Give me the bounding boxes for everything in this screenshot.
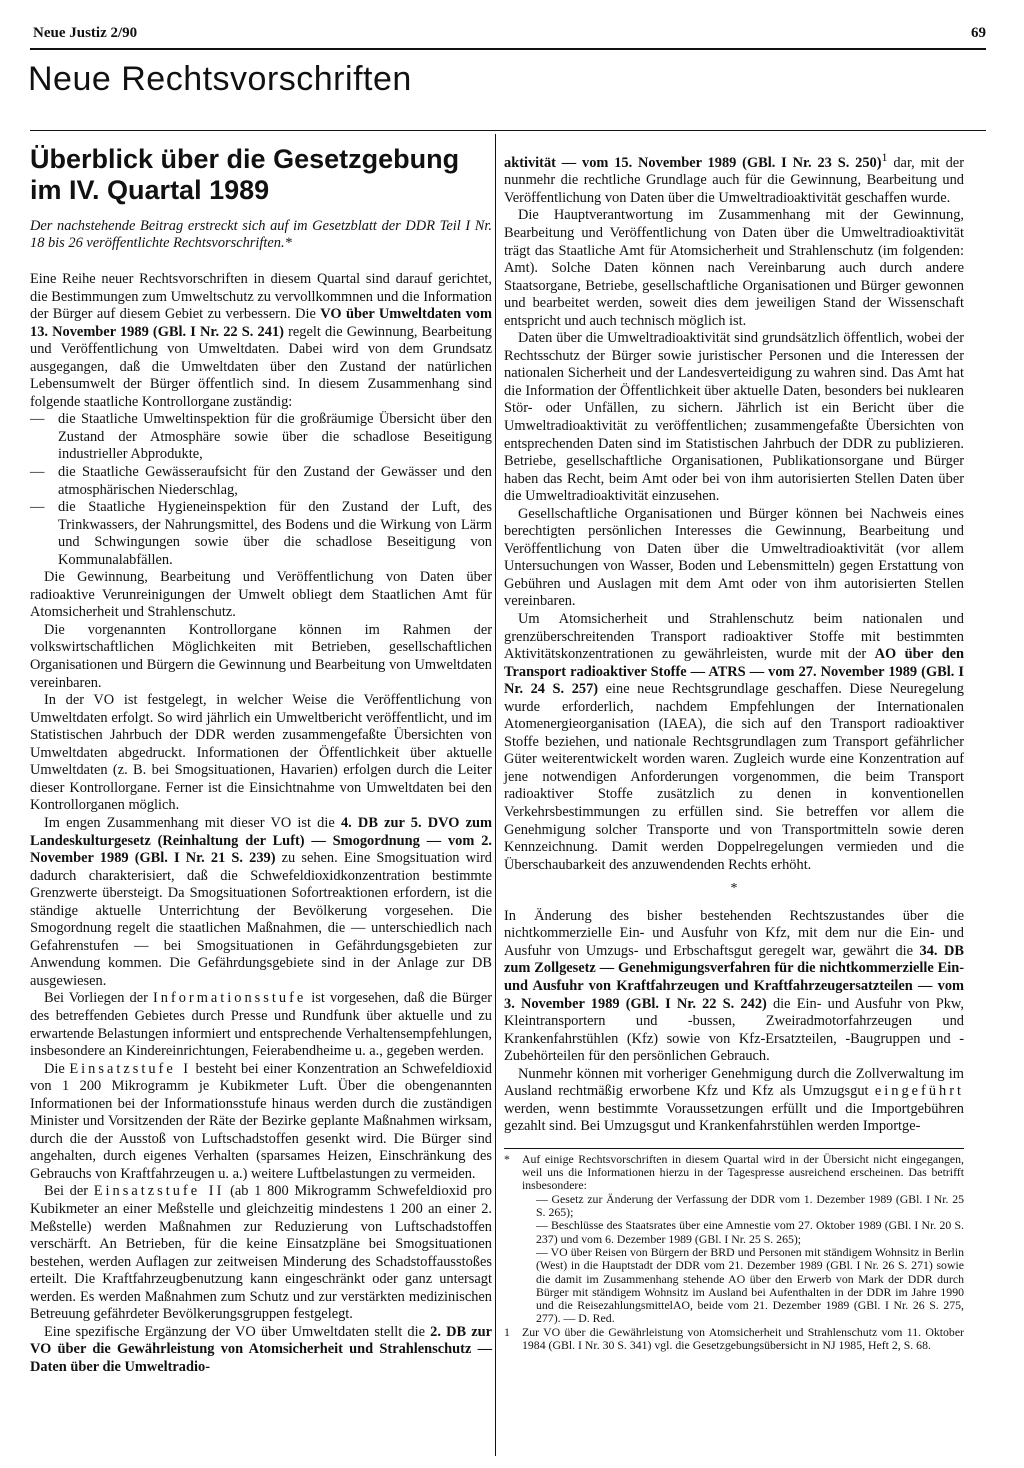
law-reference: 4. DB zur 5. DVO zum Landeskulturgesetz (Reinhaltung der Luft) — Smogordnung — vom 2. November 1989 (GBl. I Nr. 21 S. 239) <box>30 814 493 867</box>
paragraph: Eine spezifische Ergänzung der VO über Umweltdaten stellt die 2. DB zur VO über die Gewährleistung von Atomsicherheit und Strahlenschutz — Daten über die Umweltradio- <box>30 1323 492 1375</box>
paragraph: Daten über die Umweltradioaktivität sind grundsätzlich öffentlich, wobei der Rechtsschutz der Bürger sowie juristischer Personen und die Interessen der nationalen Sicherheit und der Landesverteidigung zu wahren sind. Das Amt hat die Information der Öffentlichkeit über aktuelle Daten, besonders bei nuklearen Stör- oder Unfällen, zu sichern. Jährlich ist ein Bericht über die Umweltradioaktivität zu veröffentlichen; zusammengefaßte Übersichten von entsprechenden Daten sind im Statistischen Jahrbuch der DDR zu publizieren. Betriebe, gesellschaftliche Organisationen, Publikationsorgane und Bürger haben das Recht, beim Amt oder bei von ihm autorisierten Stellen Daten über die Umweltradioaktivität einzusehen. <box>504 330 964 505</box>
right-column <box>504 149 964 1352</box>
spaced-term: eingeführt <box>874 1083 964 1100</box>
list-item: — die Staatliche Hygieneinspektion für den Zustand der Luft, des Trinkwassers, der Nahrungsmittel, des Bodens und die Wirkung von Lärm und Schwingungen sowie über die schadlose Beseitigung von Kommunalabfällen. <box>30 499 492 569</box>
law-reference: 2. DB zur VO über die Gewährleistung von Atomsicherheit und Strahlenschutz — Daten über die Umweltradio- <box>30 1323 492 1375</box>
article-title: Überblick über die Gesetzgebung im IV. Quartal 1989 <box>30 144 460 205</box>
law-reference: 34. DB zum Zollgesetz — Genehmigungsverfahren für die nichtkommerzielle Ein- und Ausfuhr von Kraftfahrzeugen und Kraftfahrzeugersatzteilen — vom 3. November 1989 (GBl. I Nr. 22 S. 242) <box>504 942 965 1012</box>
spaced-term: Informationsstufe <box>152 990 307 1007</box>
list-item: — die Staatliche Umweltinspektion für die großräumige Übersicht über den Zustand der Atmosphäre sowie über die schadlose Beseitigung industrieller Abprodukte, <box>30 411 492 464</box>
paragraph: Gesellschaftliche Organisationen und Bürger können bei Nachweis eines berechtigten persönlichen Interesses die Gewinnung, Bearbeitung und Veröffentlichung von Daten über die Umweltradioaktivität (vor allem Untersuchungen von Wasser, Boden und Lebensmitteln) gegen Erstattung von Gebühren und Auslagen mit dem Amt oder von ihm autorisierten Stellen vereinbaren. <box>504 505 964 610</box>
section-title: Neue Rechtsvorschriften <box>28 60 412 98</box>
footnote-text: Auf einige Rechtsvorschriften in diesem Quartal wird in der Übersicht nicht eingegangen, weil uns die Informationen hierzu in der Tagespresse ausreichend erscheinen. Das betrifft insbesondere: <box>522 1151 964 1193</box>
paragraph: Nunmehr können mit vorheriger Genehmigung durch die Zollverwaltung im Ausland rechtmäßig erworbene Kfz und Kfz als Umzugsgut eingeführt werden, wenn bestimmte Voraussetzungen erfüllt und die Importgebühren gezahlt sind. Bei Umzugsgut und Krankenfahrstühlen werden Importge- <box>504 1065 964 1135</box>
law-reference: aktivität — vom 15. November 1989 (GBl. I Nr. 23 S. 250) <box>504 154 882 171</box>
footnote-item: — Gesetz zur Änderung der Verfassung der DDR vom 1. Dezember 1989 (GBl. I Nr. 25 S. 265); <box>536 1191 964 1220</box>
law-reference: VO über Umweltdaten vom 13. November 1989 (GBl. I Nr. 22 S. 241) <box>30 306 492 340</box>
article-intro: Der nachstehende Beitrag erstreckt sich auf im Gesetzblatt der DDR Teil I Nr. 18 bis 26 veröffentlichte Rechtsvorschriften.* <box>30 218 492 251</box>
footnote-star <box>504 1153 964 1326</box>
footnote-1 <box>504 1326 964 1353</box>
paragraph: Bei der Einsatzstufe II (ab 1 800 Mikrogramm Schwefeldioxid pro Kubikmeter an einer Meßstelle und gleichzeitig mindestens 1 200 an einer 2. Meßstelle) werden Maßnahmen zur Reduzierung von Luftschadstoffen verschärft. An Betrieben, für die keine Einsatzpläne bei Smogsituationen bestehen, werden Auflagen zur zeitweisen Minderung des Schadstoffausstoßes erteilt. Die Kraftfahrzeugbenutzung kann eingeschränkt oder ganz untersagt werden. Es werden Maßnahmen zum Schutz und zur verstärkten medizinischen Betreuung gefährdeter Bevölkerungsgruppen festgelegt. <box>30 1183 492 1323</box>
paragraph: In der VO ist festgelegt, in welcher Weise die Veröffentlichung von Umweltdaten erfolgt. So wird jährlich ein Umweltbericht veröffentlicht, und im Statistischen Jahrbuch der DDR werden zusammengefaßte Übersichten von Umweltdaten abgedruckt. Informationen der Öffentlichkeit über aktuelle Umweltdaten (z. B. bei Smogsituationen, Havarien) erfolgen durch die Leiter dieser Kontrollorgane. Ferner ist die Einsichtnahme von Umweltdaten bei den Kontrollorganen möglich. <box>30 692 492 814</box>
section-rule <box>30 130 986 131</box>
section-separator: * <box>730 881 738 897</box>
paragraph: Die Gewinnung, Bearbeitung und Veröffentlichung von Daten über radioaktive Verunreinigungen der Umwelt obliegt dem Staatlichen Amt für Atomsicherheit und Strahlenschutz. <box>30 569 492 621</box>
paragraph: Die Einsatzstufe I besteht bei einer Konzentration an Schwefeldioxid von 1 200 Mikrogramm je Kubikmeter Luft. Über die obengenannten Informationen bei der Informationsstufe hinaus werden durch die zuständigen Minister und Vorsitzenden der Räte der Bezirke geplante Maßnahmen wirksam, durch die der Ausstoß von Luftschadstoffen gesenkt wird. Die Bürger sind angehalten, durch eigenes Verhalten (sparsames Heizen, Einschränkung des Gebrauchs von Kraftfahrzeugen u. a.) weitere Luftbelastungen zu vermeiden. <box>30 1060 492 1182</box>
page-number: 69 <box>971 25 986 41</box>
footnote-item: — Beschlüsse des Staatsrates über eine Amnestie vom 27. Oktober 1989 (GBl. I Nr. 20 S. 237) und vom 6. Dezember 1989 (GBl. I Nr. 25 S. 265); <box>536 1218 964 1246</box>
footnote-item: — VO über Reisen von Bürgern der BRD und Personen mit ständigem Wohnsitz in Berlin (West) in die Hauptstadt der DDR vom 21. Dezember 1989 (GBl. I Nr. 26 S. 271) sowie die damit im Zusammenhang stehende AO über den Erwerb von Mark der DDR durch Bürger mit ständigem Wohnsitz im Ausland bei Aufenthalten in der DDR im Jahre 1990 und die ReisezahlungsmittelAO, beide vom 21. Dezember 1989 (GBl. I Nr. 26 S. 275, 277). — D. Red. <box>536 1244 964 1326</box>
paragraph: Die Hauptverantwortung im Zusammenhang mit der Gewinnung, Bearbeitung und Veröffentlichung von Daten über die Umweltradioaktivität trägt das Staatliche Amt für Atomsicherheit und Strahlenschutz (im folgenden: Amt). Solche Daten können nach Vereinbarung auch durch andere Staatsorgane, Betriebe, gesellschaftliche Organisationen und Bürger gewonnen und bearbeitet werden, soweit dies dem jeweiligen Stand der Wissenschaft entspricht und auch technisch möglich ist. <box>504 207 964 329</box>
journal-issue: Neue Justiz 2/90 <box>33 25 138 41</box>
footnote-text: Zur VO über die Gewährleistung von Atomsicherheit und Strahlenschutz vom 11. Oktober 1984 (GBl. I Nr. 30 S. 341) vgl. die Gesetzgebungsübersicht in NJ 1985, Heft 2, S. 68. <box>522 1324 964 1353</box>
paragraph: aktivität — vom 15. November 1989 (GBl. I Nr. 23 S. 250)$^1$ dar, mit der nunmehr die rechtliche Grundlage auch für die Gewinnung, Bearbeitung und Veröffentlichung von Daten über die Umweltradioaktivität geschaffen wurde. <box>504 150 964 206</box>
column-divider <box>495 134 496 1456</box>
footnotes <box>504 1148 964 1352</box>
paragraph: Um Atomsicherheit und Strahlenschutz beim nationalen und grenzüberschreitenden Transport radioaktiver Stoffe mit bestimmten Aktivitätskonzentrationen zu gewährleisten, wurde mit der AO über den Transport radioaktiver Stoffe — ATRS — vom 27. November 1989 (GBl. I Nr. 24 S. 257) eine neue Rechtsgrundlage geschaffen. Diese Neuregelung wurde erforderlich, nachdem Empfehlungen der Internationalen Atomenergieorganisation (IAEA), die sich auf den Transport radioaktiver Stoffe beziehen, und nationale Rechtsgrundlagen zum Transport gefährlicher Güter weiterentwickelt worden waren. Zugleich wurde eine Konzentration auf jene notwendigen Anforderungen vorgenommen, die beim Transport radioaktiver Stoffe zusätzlich zu denen in konventionellen Verkehrsbestimmungen zu erfüllen sind. Sie betreffen vor allem die Genehmigung solcher Transporte und von Transportmitteln sowie deren Kennzeichnung. Damit werden Doppelregelungen vermieden und die Überschaubarkeit des anzuwendenden Rechts erhöht. <box>504 611 965 873</box>
paragraph: Die vorgenannten Kontrollorgane können im Rahmen der volkswirtschaftlichen Möglichkeiten mit Betrieben, gesellschaftlichen Organisationen und Bürgern die Gewinnung und Bearbeitung von Umweltdaten vereinbaren. <box>30 621 492 691</box>
left-column <box>30 144 492 1376</box>
spaced-term: Einsatzstufe I <box>69 1060 192 1077</box>
paragraph: In Änderung des bisher bestehenden Rechtszustandes über die nichtkommerzielle Ein- und Ausfuhr von Kfz, mit dem nur die Ein- und Ausfuhr von Umzugs- und Erbschaftsgut geregelt war, gewährt die 34. DB zum Zollgesetz — Genehmigungsverfahren für die nichtkommerzielle Ein- und Ausfuhr von Kraftfahrzeugen und Kraftfahrzeugersatzteilen — vom 3. November 1989 (GBl. I Nr. 22 S. 242) die Ein- und Ausfuhr von Pkw, Kleintransportern und -bussen, Zweiradmotorfahrzeugen und Krankenfahrstühlen (Kfz) sowie von Kfz-Ersatzteilen, -Baugruppen und -Zubehörteilen für den persönlichen Gebrauch. <box>504 907 965 1065</box>
spaced-term: Einsatzstufe II <box>93 1183 225 1200</box>
footnote-marker: 1 <box>504 1324 510 1339</box>
paragraph: Im engen Zusammenhang mit dieser VO ist die 4. DB zur 5. DVO zum Landeskulturgesetz (Reinhaltung der Luft) — Smogordnung — vom 2. November 1989 (GBl. I Nr. 21 S. 239) zu sehen. Eine Smogsituation wird dadurch charakterisiert, daß die Schwefeldioxidkonzentration bestimmte Grenzwerte übersteigt. Da Smogsituationen Sofortreaktionen erfordern, ist die ständige aktuelle Unterrichtung der Bevölkerung vorgesehen. Die Smogordnung regelt die staatlichen Maßnahmen, die — unterschiedlich nach Gefahrenstufen — bei Smogsituationen in Gefährdungsgebieten zur Anwendung kommen. Die Gefährdungsgebiete sind in der Anlage zur DB ausgewiesen. <box>30 814 493 989</box>
footnote-marker: * <box>504 1151 510 1166</box>
header-rule <box>30 48 986 50</box>
running-header <box>30 25 986 43</box>
footnote-ref: 1 <box>881 150 888 164</box>
paragraph: Eine Reihe neuer Rechtsvorschriften in diesem Quartal sind darauf gerichtet, die Bestimmungen zum Umweltschutz zu vervollkommnen und die Information der Bürger auf diesem Gebiet zu verbessern. Die VO über Umweltdaten vom 13. November 1989 (GBl. I Nr. 22 S. 241) regelt die Gewinnung, Bearbeitung und Veröffentlichung von Umweltdaten. Dabei wird von dem Grundsatz ausgegangen, daß die Umweltdaten über den Zustand der natürlichen Lebensumwelt der Bürger öffentlich sind. In diesem Zusammenhang sind folgende staatliche Kontrollorgane zuständig: <box>30 271 492 410</box>
authority-list <box>30 411 492 569</box>
law-reference: AO über den Transport radioaktiver Stoffe — ATRS — vom 27. November 1989 (GBl. I Nr. 24 S. 257) <box>504 646 964 698</box>
list-item: — die Staatliche Gewässeraufsicht für den Zustand der Gewässer und den atmosphärischen Niederschlag, <box>30 464 492 499</box>
paragraph: Bei Vorliegen der Informationsstufe ist vorgesehen, daß die Bürger des betreffenden Gebietes durch Presse und Rundfunk über aktuelle und zu erwartende Belastungen informiert und entsprechende Verhaltensempfehlungen, insbesondere an Kindereinrichtungen, Feierabendheime u. a., gegeben werden. <box>30 990 493 1060</box>
